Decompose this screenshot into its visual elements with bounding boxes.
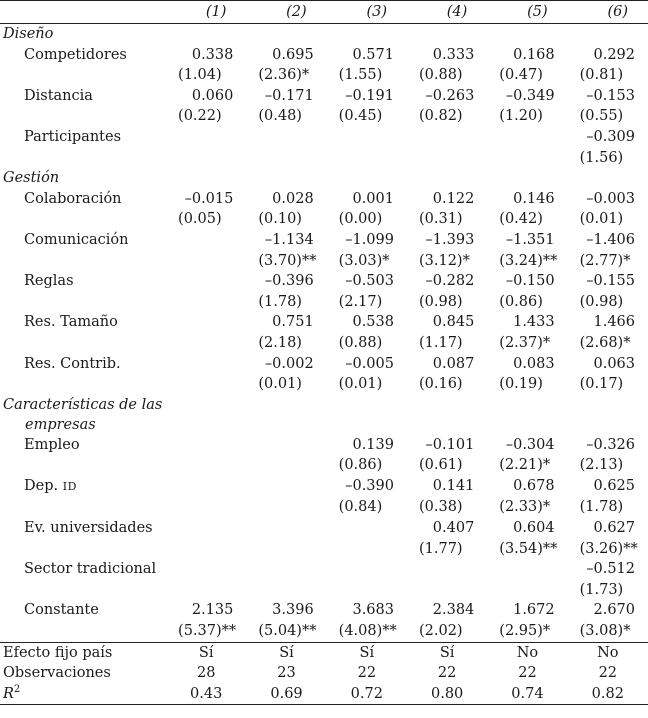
variable-label-comunicacion xyxy=(0,230,166,251)
coefficient-cell xyxy=(166,127,246,148)
statistic-cell: (0.82) xyxy=(418,108,463,125)
coefficient-cell: 0.122 xyxy=(432,190,475,207)
statistic-cell: (1.04) xyxy=(178,67,222,84)
stat-row-dep_id xyxy=(0,497,648,518)
coefficient-cell: –0.153 xyxy=(586,87,635,104)
coefficient-cell xyxy=(246,518,326,539)
coefficient-cell: 0.751 xyxy=(272,314,314,331)
column-header-1: (1) xyxy=(166,1,246,24)
footer-value-cell: 0.74 xyxy=(487,684,567,705)
coefficient-cell: 0.678 xyxy=(513,478,555,495)
coefficient-cell: –0.304 xyxy=(505,436,555,453)
coefficient-cell: 0.139 xyxy=(352,436,394,453)
variable-label-ev_univ xyxy=(0,518,166,539)
coef-row-ev_univ xyxy=(0,518,648,539)
coefficient-cell: 3.683 xyxy=(352,602,394,619)
statistic-cell: (2.02) xyxy=(418,623,463,640)
stat-row-blank xyxy=(0,539,166,560)
variable-label-sector_trad xyxy=(0,559,166,580)
coefficient-cell: 0.604 xyxy=(513,520,555,537)
coefficient-cell: 0.538 xyxy=(352,314,394,331)
variable-label-text: Competidores xyxy=(24,46,127,63)
coefficient-cell: 0.695 xyxy=(272,46,314,63)
coefficient-cell xyxy=(246,559,326,580)
coefficient-cell: 0.141 xyxy=(432,478,475,495)
footer-value-cell: 0.72 xyxy=(327,684,407,705)
statistic-cell xyxy=(246,539,326,560)
footer-label-text: Efecto fijo país xyxy=(3,644,113,661)
statistic-cell: (0.45) xyxy=(338,108,383,125)
statistic-cell xyxy=(246,580,326,601)
footer-label-text: R xyxy=(3,685,14,702)
coefficient-cell: 2.135 xyxy=(191,602,234,619)
statistic-cell: (0.19) xyxy=(499,376,543,393)
coefficient-cell: –0.309 xyxy=(586,128,635,145)
statistic-cell xyxy=(166,539,246,560)
statistic-cell xyxy=(327,539,407,560)
coefficient-cell: –0.101 xyxy=(425,436,475,453)
footer-value-cell: 0.80 xyxy=(407,684,487,705)
stat-row-blank xyxy=(0,497,166,518)
coefficient-cell: 0.146 xyxy=(513,190,555,207)
gestion-section-heading: Gestión xyxy=(3,170,60,187)
footer-value-cell: Sí xyxy=(246,642,326,663)
footer-row-r2 xyxy=(0,684,648,705)
coef-row-sector_trad xyxy=(0,559,648,580)
coef-row-comunicacion xyxy=(0,230,648,251)
coefficient-cell xyxy=(407,127,487,148)
coefficient-cell xyxy=(166,354,246,375)
column-header-5: (5) xyxy=(487,1,567,24)
statistic-cell: (0.98) xyxy=(579,293,624,310)
coefficient-cell xyxy=(246,435,326,456)
statistic-cell xyxy=(487,148,567,169)
variable-label-smallcaps: ID xyxy=(62,479,77,493)
statistic-cell xyxy=(166,455,246,476)
coefficient-cell: 1.433 xyxy=(513,314,555,331)
coefficient-cell: 0.407 xyxy=(432,520,475,537)
coefficient-cell xyxy=(166,312,246,333)
statistic-cell: (0.22) xyxy=(178,108,222,125)
statistic-cell: (2.13) xyxy=(579,457,624,474)
empresas-section-row xyxy=(0,395,648,435)
empresas-heading-line1: Características de las xyxy=(3,396,163,413)
coefficient-cell: –0.171 xyxy=(264,87,314,104)
coefficient-cell: –0.263 xyxy=(425,87,475,104)
stat-row-blank xyxy=(0,333,166,354)
statistic-cell: (3.70)** xyxy=(258,252,317,269)
statistic-cell xyxy=(246,455,326,476)
statistic-cell: (0.01) xyxy=(258,376,302,393)
coefficient-cell: 0.625 xyxy=(593,478,635,495)
coefficient-cell: –1.351 xyxy=(505,231,555,248)
statistic-cell: (2.37)* xyxy=(499,334,551,351)
stat-row-blank xyxy=(0,580,166,601)
coefficient-cell: 0.845 xyxy=(432,314,475,331)
variable-label-participantes xyxy=(0,127,166,148)
footer-label-superscript: 2 xyxy=(13,683,21,695)
statistic-cell: (5.04)** xyxy=(258,623,317,640)
statistic-cell: (0.88) xyxy=(338,334,383,351)
footer-value-cell: Sí xyxy=(166,642,246,663)
footer-label-text: Observaciones xyxy=(3,665,111,682)
footer-value-cell: 22 xyxy=(518,665,537,682)
coefficient-cell: –0.155 xyxy=(586,273,635,290)
statistic-cell xyxy=(166,497,246,518)
statistic-cell xyxy=(327,148,407,169)
footer-label-r2 xyxy=(0,684,166,705)
coefficient-cell: –0.015 xyxy=(184,190,234,207)
coefficient-cell: 2.670 xyxy=(593,602,635,619)
statistic-cell: (2.33)* xyxy=(499,499,551,516)
coefficient-cell: –0.150 xyxy=(505,273,555,290)
stat-row-participantes xyxy=(0,148,648,169)
stat-row-constante xyxy=(0,621,648,642)
variable-label-text: Participantes xyxy=(24,128,122,145)
stat-row-reglas xyxy=(0,292,648,313)
statistic-cell: (0.01) xyxy=(338,376,383,393)
stat-row-blank xyxy=(0,455,166,476)
statistic-cell xyxy=(246,148,326,169)
statistic-cell: (0.61) xyxy=(418,457,463,474)
empresas-heading-line2: empresas xyxy=(25,416,96,433)
statistic-cell: (0.00) xyxy=(338,211,383,228)
statistic-cell xyxy=(327,580,407,601)
statistic-cell xyxy=(246,497,326,518)
statistic-cell: (5.37)** xyxy=(178,623,237,640)
footer-value-cell: Sí xyxy=(327,642,407,663)
statistic-cell: (2.18) xyxy=(258,334,302,351)
stat-row-empleo xyxy=(0,455,648,476)
statistic-cell xyxy=(166,333,246,354)
statistic-cell xyxy=(166,374,246,395)
variable-label-text: Dep. xyxy=(24,477,63,494)
column-header-2: (2) xyxy=(246,1,326,24)
statistic-cell: (1.78) xyxy=(258,293,302,310)
variable-label-text: Res. Contrib. xyxy=(24,355,121,372)
statistic-cell: (2.21)* xyxy=(499,457,551,474)
footer-label-obs xyxy=(0,663,166,684)
diseno-section-heading: Diseño xyxy=(3,26,54,42)
stat-row-blank xyxy=(0,209,166,230)
footer-value-cell: 0.69 xyxy=(246,684,326,705)
variable-label-reglas xyxy=(0,271,166,292)
coefficient-cell: 3.396 xyxy=(272,602,314,619)
variable-label-res_contrib xyxy=(0,354,166,375)
stat-row-blank xyxy=(0,148,166,169)
statistic-cell: (2.95)* xyxy=(499,623,551,640)
statistic-cell: (3.54)** xyxy=(499,540,558,557)
coefficient-cell: 0.338 xyxy=(191,46,234,63)
statistic-cell: (0.86) xyxy=(338,457,383,474)
variable-label-text: Ev. universidades xyxy=(24,520,153,537)
coefficient-cell: –0.191 xyxy=(345,87,394,104)
coef-row-competidores xyxy=(0,45,648,66)
footer-value-cell: 22 xyxy=(357,665,377,682)
statistic-cell: (1.20) xyxy=(499,108,543,125)
column-header-4: (4) xyxy=(407,1,487,24)
coefficient-cell xyxy=(487,127,567,148)
diseno-section-row xyxy=(0,24,648,45)
variable-label-text: Res. Tamaño xyxy=(24,314,118,331)
variable-label-text: Comunicación xyxy=(24,231,129,248)
coefficient-cell: 0.060 xyxy=(191,87,234,104)
statistic-cell: (2.68)* xyxy=(579,334,631,351)
header-blank xyxy=(0,1,166,24)
statistic-cell: (0.88) xyxy=(418,67,463,84)
coefficient-cell: –0.326 xyxy=(586,436,635,453)
statistic-cell xyxy=(166,580,246,601)
stat-row-res_tamano xyxy=(0,333,648,354)
coefficient-cell: –1.099 xyxy=(345,231,394,248)
footer-value-cell: No xyxy=(568,642,648,663)
coefficient-cell: 0.001 xyxy=(352,190,394,207)
statistic-cell: (3.08)* xyxy=(579,623,631,640)
coefficient-cell: 1.672 xyxy=(513,602,555,619)
statistic-cell: (4.08)** xyxy=(338,623,397,640)
coefficient-cell: 0.087 xyxy=(432,355,475,372)
coef-row-participantes xyxy=(0,127,648,148)
stat-row-res_contrib xyxy=(0,374,648,395)
statistic-cell: (1.78) xyxy=(579,499,624,516)
coef-row-distancia xyxy=(0,86,648,107)
stat-row-competidores xyxy=(0,65,648,86)
stat-row-blank xyxy=(0,292,166,313)
coefficient-cell: 0.063 xyxy=(593,355,635,372)
variable-label-text: Sector tradicional xyxy=(24,561,157,578)
variable-label-text: Distancia xyxy=(24,87,93,104)
coefficient-cell xyxy=(166,476,246,498)
coef-row-res_tamano xyxy=(0,312,648,333)
variable-label-colaboracion xyxy=(0,189,166,210)
variable-label-text: Colaboración xyxy=(24,190,122,207)
statistic-cell: (0.98) xyxy=(418,293,463,310)
coefficient-cell: 0.028 xyxy=(272,190,314,207)
statistic-cell: (3.24)** xyxy=(499,252,558,269)
coefficient-cell: 0.168 xyxy=(513,46,555,63)
statistic-cell: (2.36)* xyxy=(258,67,310,84)
stat-row-ev_univ xyxy=(0,539,648,560)
footer-value-cell: 28 xyxy=(196,665,216,682)
coefficient-cell: –1.393 xyxy=(425,231,475,248)
coefficient-cell xyxy=(327,518,407,539)
coefficient-cell: 2.384 xyxy=(432,602,475,619)
statistic-cell: (0.81) xyxy=(579,67,624,84)
statistic-cell xyxy=(407,580,487,601)
statistic-cell: (3.03)* xyxy=(338,252,390,269)
header-row xyxy=(0,1,648,24)
variable-label-dep_id xyxy=(0,476,166,498)
variable-label-res_tamano xyxy=(0,312,166,333)
statistic-cell: (0.01) xyxy=(579,211,624,228)
table-body xyxy=(0,1,648,705)
coefficient-cell xyxy=(407,559,487,580)
coefficient-cell: 0.571 xyxy=(352,46,394,63)
footer-value-cell: 0.43 xyxy=(166,684,246,705)
statistic-cell xyxy=(166,148,246,169)
coefficient-cell xyxy=(166,559,246,580)
stat-row-comunicacion xyxy=(0,251,648,272)
coefficient-cell: –1.134 xyxy=(264,231,314,248)
column-header-3: (3) xyxy=(327,1,407,24)
stat-row-distancia xyxy=(0,106,648,127)
coefficient-cell: 0.627 xyxy=(593,520,635,537)
coefficient-cell xyxy=(166,435,246,456)
coefficient-cell: –1.406 xyxy=(586,231,635,248)
statistic-cell: (0.31) xyxy=(418,211,463,228)
footer-row-obs xyxy=(0,663,648,684)
coefficient-cell: –0.349 xyxy=(505,87,555,104)
statistic-cell: (1.17) xyxy=(418,334,463,351)
column-header-6: (6) xyxy=(568,1,648,24)
stat-row-colaboracion xyxy=(0,209,648,230)
coefficient-cell: 0.083 xyxy=(513,355,555,372)
stat-row-blank xyxy=(0,251,166,272)
variable-label-text: Empleo xyxy=(24,436,80,453)
coefficient-cell xyxy=(327,127,407,148)
gestion-section-row xyxy=(0,168,648,189)
coefficient-cell: –0.282 xyxy=(425,273,475,290)
coefficient-cell: –0.396 xyxy=(264,273,314,290)
coefficient-cell: 0.292 xyxy=(593,46,635,63)
empresas-section-heading xyxy=(0,395,648,435)
statistic-cell: (0.86) xyxy=(499,293,543,310)
variable-label-distancia xyxy=(0,86,166,107)
coef-row-colaboracion xyxy=(0,189,648,210)
variable-label-competidores xyxy=(0,45,166,66)
coefficient-cell xyxy=(166,518,246,539)
coef-row-res_contrib xyxy=(0,354,648,375)
coefficient-cell: –0.005 xyxy=(345,355,394,372)
statistic-cell: (1.55) xyxy=(338,67,383,84)
statistic-cell: (1.73) xyxy=(579,581,624,598)
footer-value-cell: 23 xyxy=(277,665,296,682)
statistic-cell: (0.55) xyxy=(579,108,624,125)
coefficient-cell: –0.512 xyxy=(586,561,635,578)
coefficient-cell xyxy=(327,559,407,580)
statistic-cell xyxy=(487,580,567,601)
coefficient-cell: 1.466 xyxy=(593,314,635,331)
statistic-cell xyxy=(166,251,246,272)
footer-value-cell: 0.82 xyxy=(568,684,648,705)
footer-value-cell: Sí xyxy=(407,642,487,663)
coefficient-cell xyxy=(166,271,246,292)
coefficient-cell: –0.390 xyxy=(345,478,394,495)
footer-row-efecto xyxy=(0,642,648,663)
statistic-cell: (0.48) xyxy=(258,108,302,125)
coefficient-cell: –0.503 xyxy=(345,273,394,290)
statistic-cell: (2.77)* xyxy=(579,252,631,269)
statistic-cell: (0.42) xyxy=(499,211,543,228)
statistic-cell: (0.47) xyxy=(499,67,543,84)
coef-row-reglas xyxy=(0,271,648,292)
statistic-cell: (1.77) xyxy=(418,540,463,557)
statistic-cell xyxy=(407,148,487,169)
coefficient-cell xyxy=(166,230,246,251)
footer-value-cell: 22 xyxy=(598,665,618,682)
statistic-cell: (0.84) xyxy=(338,499,383,516)
stat-row-blank xyxy=(0,65,166,86)
footer-value-cell: 22 xyxy=(437,665,457,682)
statistic-cell xyxy=(166,292,246,313)
statistic-cell: (3.12)* xyxy=(418,252,470,269)
statistic-cell: (0.16) xyxy=(418,376,463,393)
coefficient-cell xyxy=(246,476,326,498)
variable-label-empleo xyxy=(0,435,166,456)
footer-value-cell: No xyxy=(487,642,567,663)
coefficient-cell xyxy=(487,559,567,580)
stat-row-blank xyxy=(0,106,166,127)
stat-row-sector_trad xyxy=(0,580,648,601)
coefficient-cell: –0.003 xyxy=(586,190,635,207)
variable-label-constante xyxy=(0,600,166,621)
stat-row-blank xyxy=(0,374,166,395)
coefficient-cell: 0.333 xyxy=(432,46,475,63)
variable-label-text: Constante xyxy=(24,602,99,619)
coef-row-constante xyxy=(0,600,648,621)
statistic-cell: (3.26)** xyxy=(579,540,638,557)
footer-label-efecto xyxy=(0,642,166,663)
coefficient-cell xyxy=(246,127,326,148)
statistic-cell: (0.17) xyxy=(579,376,624,393)
statistic-cell: (0.10) xyxy=(258,211,302,228)
stat-row-blank xyxy=(0,621,166,642)
statistic-cell: (1.56) xyxy=(579,149,624,166)
coef-row-empleo xyxy=(0,435,648,456)
variable-label-text: Reglas xyxy=(24,273,74,290)
coefficient-cell: –0.002 xyxy=(264,355,314,372)
statistic-cell: (0.38) xyxy=(418,499,463,516)
coef-row-dep_id xyxy=(0,476,648,498)
statistic-cell: (2.17) xyxy=(338,293,383,310)
statistic-cell: (0.05) xyxy=(178,211,222,228)
